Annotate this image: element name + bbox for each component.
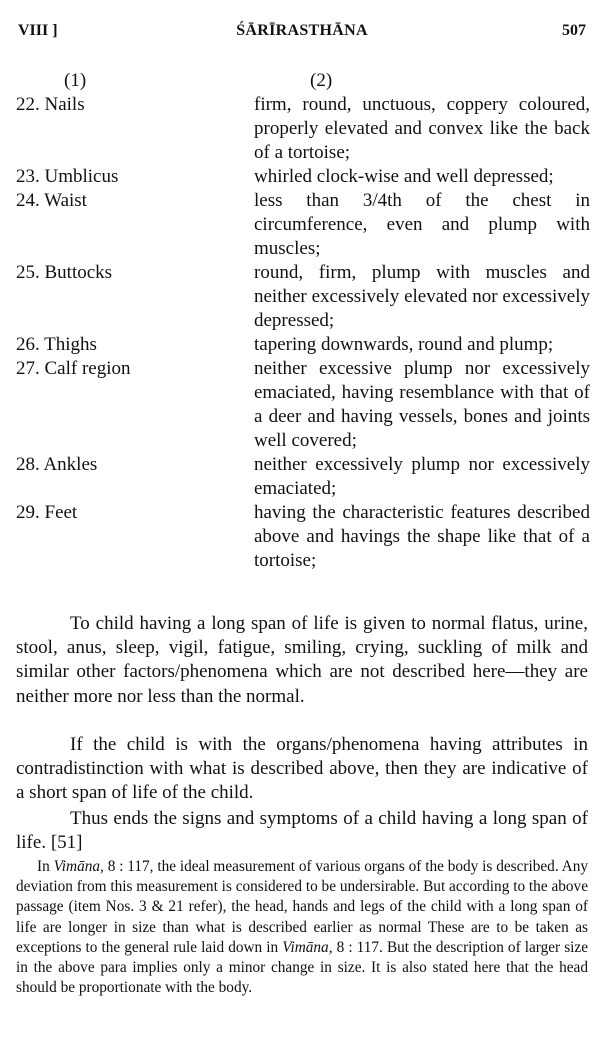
body-paragraph: To child having a long span of life is given to normal flatus, urine, stool, anus, sleep, vigil, fatigue, smiling, crying, suckling of milk and similar other factors/phenomena which are not described here—they are neither more nor less than the normal.: [16, 613, 588, 707]
footnote: [16, 857, 588, 998]
list-item: [16, 261, 590, 333]
entry-term: 28. Ankles: [16, 454, 98, 475]
footnote-text: 8 : 117. But the description of larger size in the above para implies only a minor change in size. It is also stated here that the head should be proportionate with the body.: [16, 938, 588, 997]
entry-description: having the characteristic features described above and havings the shape like that of a tortoise;: [254, 502, 590, 571]
entry-description: less than 3/4th of the chest in circumference, even and plump with muscles;: [254, 190, 590, 259]
chapter-marker: VIII ]: [18, 22, 58, 39]
column-header-2: (2): [310, 70, 333, 91]
list-item: [16, 357, 590, 453]
entry-description: tapering downwards, round and plump;: [254, 334, 554, 355]
list-item: [16, 453, 590, 501]
entry-description: firm, round, unctuous, coppery coloured, properly elevated and convex like the back of a tortoise;: [254, 94, 590, 163]
entry-term: 24. Waist: [16, 190, 87, 211]
list-item: [16, 501, 590, 573]
entry-term: 27. Calf region: [16, 358, 131, 379]
footnote-text: In: [37, 858, 54, 875]
column-header-1: (1): [64, 70, 87, 91]
list-item: [16, 189, 590, 261]
list-item: [16, 333, 590, 357]
entry-description: round, firm, plump with muscles and neither excessively elevated nor excessively depressed;: [254, 262, 590, 331]
footnote-reference: Vimāna,: [282, 938, 333, 956]
entry-description: neither excessive plump nor excessively emaciated, having resemblance with that of a deer and having vessels, bones and joints well covered;: [254, 358, 590, 451]
footnote-reference: Vimāna,: [53, 858, 104, 875]
footnote-text: 8 : 117, the ideal measurement of various organs of the body is described. Any deviation from this measurement is considered to be undersirable. But according to the above passage (item Nos. 3 & 21 refer), the head, hands and legs of the child with a long span of life are longer in size than what is described earlier as normal These are to be taken as exceptions to the general rule laid down in: [16, 858, 588, 956]
list-item: [16, 165, 590, 189]
page-header: [18, 22, 586, 46]
entry-description: neither excessively plump nor excessively emaciated;: [254, 454, 590, 499]
entry-term: 23. Umblicus: [16, 166, 119, 187]
entry-term: 26. Thighs: [16, 334, 97, 355]
running-title: ŚĀRĪRASTHĀNA: [236, 22, 368, 39]
list-item: [16, 93, 590, 165]
entry-term: 22. Nails: [16, 94, 85, 115]
organ-attribute-list: [16, 93, 590, 573]
entry-description: whirled clock-wise and well depressed;: [254, 166, 554, 187]
body-paragraph: If the child is with the organs/phenomena having attributes in contradistinction with what is described above, then they are indicative of a short span of life of the child.: [16, 734, 588, 804]
entry-term: 25. Buttocks: [16, 262, 113, 283]
body-paragraph: Thus ends the signs and symptoms of a child having a long span of life. [51]: [16, 808, 588, 854]
entry-term: 29. Feet: [16, 502, 78, 523]
page-number: 507: [562, 22, 586, 39]
